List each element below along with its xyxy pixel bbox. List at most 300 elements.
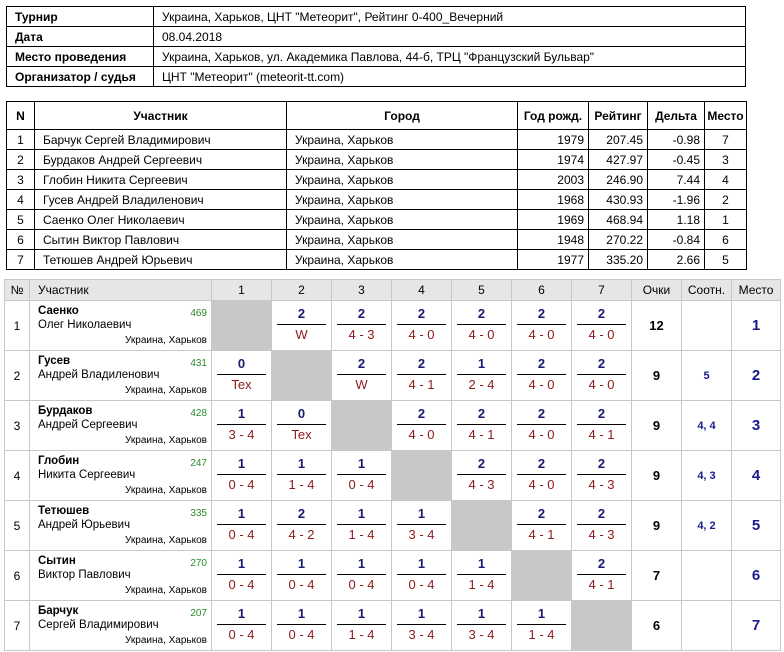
match-result-cell (212, 451, 272, 501)
result-divider (457, 374, 506, 375)
match-points: 1 (237, 606, 246, 621)
match-score: 0 - 4 (408, 577, 435, 592)
participant-cell: 246.90 (589, 170, 648, 190)
diagonal-cell (332, 401, 392, 451)
match-score: 4 - 1 (528, 527, 555, 542)
cross-header-opponent: 7 (572, 280, 632, 301)
player-rating: 469 (190, 308, 207, 319)
match-points: 1 (357, 556, 366, 571)
match-result-cell (572, 301, 632, 351)
match-points: 2 (597, 356, 606, 371)
match-result-cell (392, 301, 452, 351)
result-divider (517, 324, 566, 325)
final-place: 2 (732, 351, 781, 401)
result-divider (337, 324, 386, 325)
match-score: 4 - 0 (528, 477, 555, 492)
result-divider (397, 424, 446, 425)
match-points: 0 (237, 356, 246, 371)
result-divider (577, 324, 626, 325)
player-first-name: Андрей Сергеевич (38, 419, 138, 431)
result-divider (217, 424, 266, 425)
total-points: 9 (632, 401, 682, 451)
result-divider (277, 324, 326, 325)
participant-cell: Украина, Харьков (287, 210, 518, 230)
result-divider (397, 624, 446, 625)
player-city: Украина, Харьков (125, 385, 207, 396)
match-score: 4 - 1 (588, 427, 615, 442)
result-divider (277, 524, 326, 525)
match-points: 2 (597, 456, 606, 471)
match-score: 4 - 0 (528, 427, 555, 442)
match-result-cell (452, 451, 512, 501)
player-last-name: Тетюшев (38, 505, 90, 517)
cross-player-cell (30, 601, 212, 651)
match-score: 4 - 0 (528, 377, 555, 392)
final-place: 3 (732, 401, 781, 451)
result-divider (217, 474, 266, 475)
result-divider (397, 524, 446, 525)
player-first-name: Олег Николаевич (38, 319, 132, 331)
match-score: 0 - 4 (348, 577, 375, 592)
result-divider (337, 474, 386, 475)
total-points: 12 (632, 301, 682, 351)
match-points: 2 (417, 406, 426, 421)
total-points: 7 (632, 551, 682, 601)
result-divider (337, 374, 386, 375)
result-divider (217, 574, 266, 575)
match-result-cell (272, 451, 332, 501)
cross-row-num: 7 (5, 601, 30, 651)
participant-cell: 1969 (518, 210, 589, 230)
match-score: 0 - 4 (288, 577, 315, 592)
info-value: Украина, Харьков, ЦНТ "Метеорит", Рейтинг 0-400_Вечерний (154, 7, 746, 27)
result-divider (457, 424, 506, 425)
participants-header: Участник (35, 102, 287, 130)
match-result-cell (512, 351, 572, 401)
participant-cell: Украина, Харьков (287, 150, 518, 170)
player-last-name: Саенко (38, 305, 79, 317)
match-result-cell (512, 401, 572, 451)
match-points: 2 (297, 506, 306, 521)
participant-cell: 5 (7, 210, 35, 230)
match-score: 0 - 4 (228, 627, 255, 642)
match-points: 2 (597, 406, 606, 421)
match-result-cell (452, 401, 512, 451)
cross-header-opponent: 5 (452, 280, 512, 301)
match-points: 2 (597, 306, 606, 321)
match-points: 2 (597, 506, 606, 521)
participant-cell: 1979 (518, 130, 589, 150)
result-divider (517, 474, 566, 475)
match-result-cell (392, 551, 452, 601)
match-score: 4 - 3 (348, 327, 375, 342)
match-score: 4 - 0 (588, 377, 615, 392)
diagonal-cell (392, 451, 452, 501)
match-score: 4 - 1 (588, 577, 615, 592)
match-score: 4 - 0 (588, 327, 615, 342)
match-points: 1 (237, 506, 246, 521)
match-result-cell (212, 401, 272, 451)
cross-row (5, 351, 781, 401)
cross-header-opponent: 6 (512, 280, 572, 301)
match-points: 2 (477, 456, 486, 471)
participant-cell: Глобин Никита Сергеевич (35, 170, 287, 190)
info-key: Организатор / судья (7, 67, 154, 87)
match-score: 4 - 3 (588, 477, 615, 492)
match-score: W (355, 377, 368, 392)
match-points: 2 (357, 356, 366, 371)
cross-header-opponent: 2 (272, 280, 332, 301)
cross-player-cell (30, 351, 212, 401)
match-points: 1 (537, 606, 546, 621)
info-key: Дата (7, 27, 154, 47)
player-rating: 335 (190, 508, 207, 519)
match-result-cell (392, 401, 452, 451)
participant-cell: -1.96 (648, 190, 705, 210)
match-result-cell (572, 401, 632, 451)
result-divider (577, 474, 626, 475)
match-result-cell (212, 351, 272, 401)
match-result-cell (392, 601, 452, 651)
participant-cell: 4 (7, 190, 35, 210)
match-score: 4 - 3 (468, 477, 495, 492)
match-points: 1 (477, 556, 486, 571)
player-city: Украина, Харьков (125, 335, 207, 346)
result-divider (277, 574, 326, 575)
match-points: 2 (357, 306, 366, 321)
participants-header: Рейтинг (589, 102, 648, 130)
info-row (7, 47, 746, 67)
participants-header: N (7, 102, 35, 130)
cross-header-player: Участник (30, 280, 212, 301)
cross-header-opponent: 3 (332, 280, 392, 301)
result-divider (457, 474, 506, 475)
participant-cell: 1.18 (648, 210, 705, 230)
participant-cell: 207.45 (589, 130, 648, 150)
diagonal-cell (212, 301, 272, 351)
player-city: Украина, Харьков (125, 585, 207, 596)
player-rating: 207 (190, 608, 207, 619)
cross-player-cell (30, 551, 212, 601)
result-divider (277, 474, 326, 475)
cross-row-num: 6 (5, 551, 30, 601)
info-value: 08.04.2018 (154, 27, 746, 47)
match-score: 1 - 4 (468, 577, 495, 592)
diagonal-cell (512, 551, 572, 601)
cross-row (5, 601, 781, 651)
player-city: Украина, Харьков (125, 435, 207, 446)
participant-cell: 2.66 (648, 250, 705, 270)
match-points: 2 (297, 306, 306, 321)
total-points: 9 (632, 451, 682, 501)
player-rating: 428 (190, 408, 207, 419)
match-points: 2 (417, 306, 426, 321)
participant-cell: Украина, Харьков (287, 190, 518, 210)
participant-row (7, 250, 747, 270)
player-last-name: Бурдаков (38, 405, 93, 417)
match-result-cell (272, 601, 332, 651)
result-divider (577, 424, 626, 425)
cross-header-place: Место (732, 280, 781, 301)
match-score: 3 - 4 (468, 627, 495, 642)
match-result-cell (512, 301, 572, 351)
result-divider (577, 524, 626, 525)
match-result-cell (512, 501, 572, 551)
participant-row (7, 170, 747, 190)
match-score: Tex (291, 427, 312, 442)
match-score: 2 - 4 (468, 377, 495, 392)
participant-cell: 1977 (518, 250, 589, 270)
diagonal-cell (452, 501, 512, 551)
match-result-cell (272, 401, 332, 451)
match-result-cell (572, 451, 632, 501)
cross-row (5, 301, 781, 351)
match-score: 3 - 4 (408, 627, 435, 642)
match-score: 4 - 3 (588, 527, 615, 542)
final-place: 5 (732, 501, 781, 551)
match-score: 1 - 4 (348, 527, 375, 542)
participants-header: Год рожд. (518, 102, 589, 130)
cross-header-sonn: Соотн. (682, 280, 732, 301)
match-score: 4 - 0 (528, 327, 555, 342)
participant-cell: 4 (705, 170, 747, 190)
player-last-name: Барчук (38, 605, 79, 617)
participant-cell: Украина, Харьков (287, 170, 518, 190)
participant-cell: 7 (7, 250, 35, 270)
participant-cell: 7 (705, 130, 747, 150)
participant-cell: 1 (7, 130, 35, 150)
cross-player-cell (30, 401, 212, 451)
participants-header: Место (705, 102, 747, 130)
match-score: 4 - 0 (408, 427, 435, 442)
match-points: 2 (537, 506, 546, 521)
info-row (7, 27, 746, 47)
match-score: 0 - 4 (228, 577, 255, 592)
cross-row (5, 501, 781, 551)
participants-header: Город (287, 102, 518, 130)
match-points: 1 (357, 506, 366, 521)
participant-cell: Саенко Олег Николаевич (35, 210, 287, 230)
info-value: ЦНТ "Метеорит" (meteorit-tt.com) (154, 67, 746, 87)
result-divider (457, 574, 506, 575)
result-divider (277, 624, 326, 625)
cross-row-num: 2 (5, 351, 30, 401)
result-divider (457, 624, 506, 625)
participant-cell: Сытин Виктор Павлович (35, 230, 287, 250)
result-divider (337, 524, 386, 525)
tiebreak-ratio: 4, 2 (682, 501, 732, 551)
info-row (7, 7, 746, 27)
match-result-cell (452, 301, 512, 351)
info-value: Украина, Харьков, ул. Академика Павлова, 44-б, ТРЦ "Французский Бульвар" (154, 47, 746, 67)
player-first-name: Сергей Владимирович (38, 619, 159, 631)
match-score: 3 - 4 (228, 427, 255, 442)
cross-player-cell (30, 301, 212, 351)
total-points: 9 (632, 501, 682, 551)
participant-cell: 1974 (518, 150, 589, 170)
result-divider (457, 324, 506, 325)
cross-header-num: № (5, 280, 30, 301)
diagonal-cell (272, 351, 332, 401)
match-result-cell (392, 351, 452, 401)
participant-row (7, 130, 747, 150)
match-points: 0 (297, 406, 306, 421)
match-score: 4 - 1 (468, 427, 495, 442)
match-points: 1 (477, 356, 486, 371)
match-points: 1 (297, 556, 306, 571)
participant-cell: 3 (705, 150, 747, 170)
cross-row (5, 451, 781, 501)
tiebreak-ratio (682, 551, 732, 601)
player-last-name: Глобин (38, 455, 80, 467)
match-score: 1 - 4 (528, 627, 555, 642)
participant-cell: -0.84 (648, 230, 705, 250)
tiebreak-ratio: 4, 4 (682, 401, 732, 451)
participant-row (7, 230, 747, 250)
participant-cell: 1 (705, 210, 747, 230)
result-divider (217, 374, 266, 375)
match-result-cell (272, 501, 332, 551)
result-divider (217, 624, 266, 625)
match-points: 1 (237, 406, 246, 421)
match-score: 4 - 2 (288, 527, 315, 542)
match-score: 0 - 4 (348, 477, 375, 492)
participant-cell: Украина, Харьков (287, 250, 518, 270)
match-result-cell (512, 451, 572, 501)
participant-row (7, 190, 747, 210)
match-points: 1 (417, 556, 426, 571)
match-score: 0 - 4 (288, 627, 315, 642)
final-place: 4 (732, 451, 781, 501)
match-score: 1 - 4 (348, 627, 375, 642)
cross-table (4, 279, 781, 651)
match-result-cell (332, 301, 392, 351)
match-points: 1 (237, 556, 246, 571)
player-city: Украина, Харьков (125, 535, 207, 546)
participant-cell: 7.44 (648, 170, 705, 190)
participant-cell: -0.98 (648, 130, 705, 150)
participant-row (7, 150, 747, 170)
participant-cell: Бурдаков Андрей Сергеевич (35, 150, 287, 170)
match-points: 1 (297, 456, 306, 471)
participant-cell: Гусев Андрей Владиленович (35, 190, 287, 210)
cross-row (5, 551, 781, 601)
participant-cell: Барчук Сергей Владимирович (35, 130, 287, 150)
match-score: 1 - 4 (288, 477, 315, 492)
match-score: Tex (231, 377, 252, 392)
participant-cell: 270.22 (589, 230, 648, 250)
match-result-cell (332, 551, 392, 601)
tournament-info-table (6, 6, 746, 87)
result-divider (277, 424, 326, 425)
cross-row-num: 5 (5, 501, 30, 551)
final-place: 1 (732, 301, 781, 351)
cross-player-cell (30, 501, 212, 551)
match-result-cell (212, 501, 272, 551)
match-result-cell (572, 501, 632, 551)
match-result-cell (332, 501, 392, 551)
match-points: 2 (537, 306, 546, 321)
result-divider (517, 524, 566, 525)
participant-cell: 1948 (518, 230, 589, 250)
match-result-cell (392, 501, 452, 551)
match-points: 1 (297, 606, 306, 621)
player-first-name: Никита Сергеевич (38, 469, 136, 481)
result-divider (517, 424, 566, 425)
participant-cell: 6 (7, 230, 35, 250)
cross-row-num: 1 (5, 301, 30, 351)
participants-table (6, 101, 747, 270)
diagonal-cell (572, 601, 632, 651)
match-result-cell (212, 601, 272, 651)
match-result-cell (332, 601, 392, 651)
info-row (7, 67, 746, 87)
match-points: 2 (537, 456, 546, 471)
match-result-cell (272, 301, 332, 351)
result-divider (337, 624, 386, 625)
match-points: 1 (477, 606, 486, 621)
match-score: 4 - 1 (408, 377, 435, 392)
result-divider (397, 324, 446, 325)
participant-cell: 2 (7, 150, 35, 170)
cross-row (5, 401, 781, 451)
match-result-cell (272, 551, 332, 601)
participant-cell: 335.20 (589, 250, 648, 270)
match-result-cell (452, 551, 512, 601)
participant-cell: -0.45 (648, 150, 705, 170)
participant-cell: Украина, Харьков (287, 130, 518, 150)
result-divider (577, 374, 626, 375)
player-rating: 431 (190, 358, 207, 369)
result-divider (397, 374, 446, 375)
info-key: Место проведения (7, 47, 154, 67)
total-points: 6 (632, 601, 682, 651)
tiebreak-ratio (682, 601, 732, 651)
info-key: Турнир (7, 7, 154, 27)
match-result-cell (212, 551, 272, 601)
match-points: 2 (597, 556, 606, 571)
match-points: 1 (417, 506, 426, 521)
cross-header-opponent: 4 (392, 280, 452, 301)
match-result-cell (452, 601, 512, 651)
player-rating: 247 (190, 458, 207, 469)
match-points: 2 (537, 356, 546, 371)
participants-header: Дельта (648, 102, 705, 130)
final-place: 6 (732, 551, 781, 601)
player-city: Украина, Харьков (125, 485, 207, 496)
match-result-cell (572, 551, 632, 601)
participant-row (7, 210, 747, 230)
player-first-name: Виктор Павлович (38, 569, 131, 581)
match-score: 0 - 4 (228, 527, 255, 542)
participant-cell: 2003 (518, 170, 589, 190)
result-divider (577, 574, 626, 575)
result-divider (517, 374, 566, 375)
player-city: Украина, Харьков (125, 635, 207, 646)
cross-player-cell (30, 451, 212, 501)
participant-cell: 1968 (518, 190, 589, 210)
match-points: 2 (537, 406, 546, 421)
match-score: W (295, 327, 308, 342)
participant-cell: Украина, Харьков (287, 230, 518, 250)
cross-header-points: Очки (632, 280, 682, 301)
match-score: 3 - 4 (408, 527, 435, 542)
participant-cell: 5 (705, 250, 747, 270)
tiebreak-ratio (682, 301, 732, 351)
match-points: 2 (477, 306, 486, 321)
cross-row-num: 3 (5, 401, 30, 451)
match-points: 1 (417, 606, 426, 621)
